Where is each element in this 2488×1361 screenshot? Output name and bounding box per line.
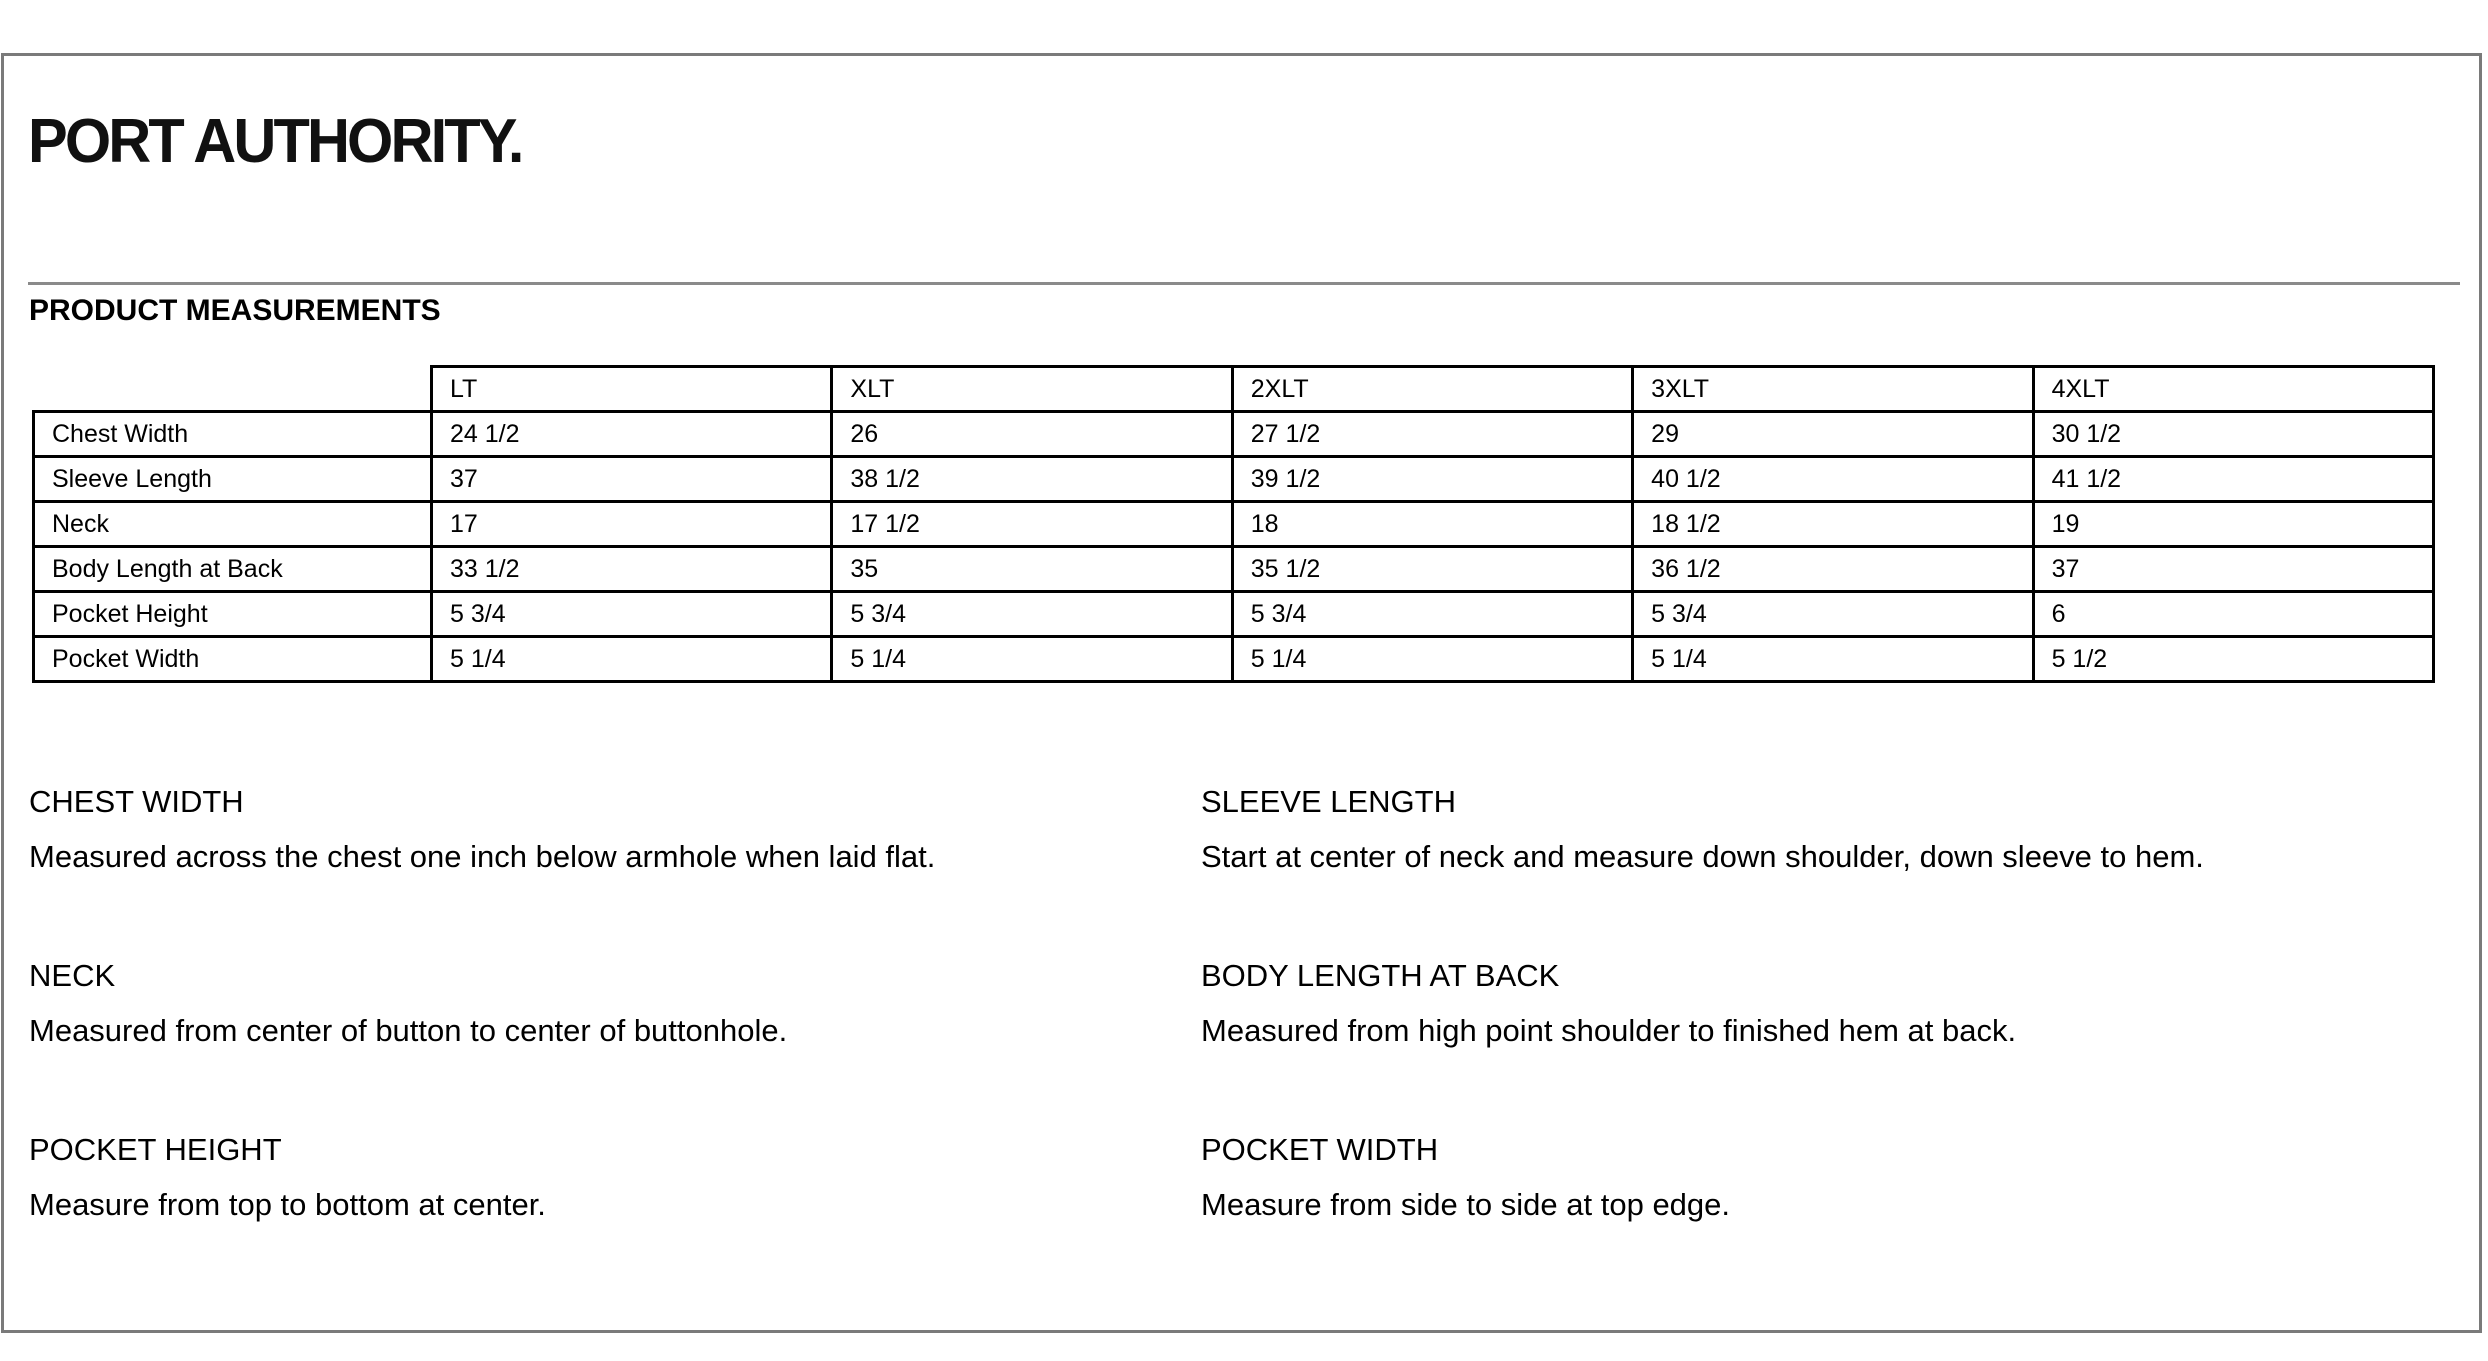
table-row: [34, 637, 2434, 682]
table-cell: 41 1/2: [2033, 457, 2433, 502]
table-cell: 36 1/2: [1633, 547, 2033, 592]
table-cell: 5 1/4: [432, 637, 832, 682]
definition-sleeve-length: [1201, 783, 2351, 876]
header-divider: [28, 282, 2460, 285]
table-cell: 27 1/2: [1232, 412, 1632, 457]
table-cell: 33 1/2: [432, 547, 832, 592]
row-label: Chest Width: [34, 412, 432, 457]
row-label: Neck: [34, 502, 432, 547]
table-cell: 35: [832, 547, 1232, 592]
definition-title: POCKET WIDTH: [1201, 1132, 1439, 1167]
table-cell: 37: [2033, 547, 2433, 592]
table-cell: 5 3/4: [1633, 592, 2033, 637]
size-chart-table: [32, 365, 2435, 683]
table-cell: 5 1/4: [1633, 637, 2033, 682]
definition-text: Measured from center of button to center of buttonhole.: [29, 1013, 788, 1048]
definition-text: Measure from side to side at top edge.: [1201, 1187, 1731, 1222]
row-label: Pocket Height: [34, 592, 432, 637]
definition-pocket-height: [29, 1131, 1179, 1224]
table-cell: 6: [2033, 592, 2433, 637]
row-label: Sleeve Length: [34, 457, 432, 502]
table-cell: 39 1/2: [1232, 457, 1632, 502]
header-empty-cell: [34, 367, 432, 412]
table-header-row: [34, 367, 2434, 412]
port-authority-logo: PORT AUTHORITY.: [28, 107, 522, 176]
table-cell: 5 3/4: [832, 592, 1232, 637]
definition-text: Measure from top to bottom at center.: [29, 1187, 546, 1222]
definition-title: CHEST WIDTH: [29, 784, 244, 819]
definition-text: Start at center of neck and measure down shoulder, down sleeve to hem.: [1201, 839, 2204, 874]
definition-text: Measured from high point shoulder to finished hem at back.: [1201, 1013, 2017, 1048]
definition-title: NECK: [29, 958, 116, 993]
column-header: 4XLT: [2033, 367, 2433, 412]
definition-chest-width: [29, 783, 1179, 876]
definition-text: Measured across the chest one inch below armhole when laid flat.: [29, 839, 936, 874]
table-row: [34, 502, 2434, 547]
table-row: [34, 592, 2434, 637]
table-cell: 18 1/2: [1633, 502, 2033, 547]
definition-title: SLEEVE LENGTH: [1201, 784, 1456, 819]
table-cell: 17: [432, 502, 832, 547]
table-cell: 5 1/4: [1232, 637, 1632, 682]
column-header: 2XLT: [1232, 367, 1632, 412]
table-cell: 35 1/2: [1232, 547, 1632, 592]
section-title: PRODUCT MEASUREMENTS: [29, 294, 441, 327]
definition-title: BODY LENGTH AT BACK: [1201, 958, 1560, 993]
table-cell: 5 3/4: [1232, 592, 1632, 637]
table-cell: 26: [832, 412, 1232, 457]
table-cell: 29: [1633, 412, 2033, 457]
table-cell: 19: [2033, 502, 2433, 547]
column-header: LT: [432, 367, 832, 412]
table-cell: 17 1/2: [832, 502, 1232, 547]
table-row: [34, 457, 2434, 502]
column-header: 3XLT: [1633, 367, 2033, 412]
definition-body-length-at-back: [1201, 957, 2351, 1050]
table-cell: 5 1/2: [2033, 637, 2433, 682]
table-row: [34, 412, 2434, 457]
table-cell: 38 1/2: [832, 457, 1232, 502]
table-cell: 40 1/2: [1633, 457, 2033, 502]
definition-pocket-width: [1201, 1131, 2351, 1224]
column-header: XLT: [832, 367, 1232, 412]
table-row: [34, 547, 2434, 592]
row-label: Body Length at Back: [34, 547, 432, 592]
table-cell: 37: [432, 457, 832, 502]
table-cell: 18: [1232, 502, 1632, 547]
row-label: Pocket Width: [34, 637, 432, 682]
definition-neck: [29, 957, 1179, 1050]
table-cell: 30 1/2: [2033, 412, 2433, 457]
table-cell: 5 3/4: [432, 592, 832, 637]
definition-title: POCKET HEIGHT: [29, 1132, 282, 1167]
table-cell: 5 1/4: [832, 637, 1232, 682]
table-cell: 24 1/2: [432, 412, 832, 457]
